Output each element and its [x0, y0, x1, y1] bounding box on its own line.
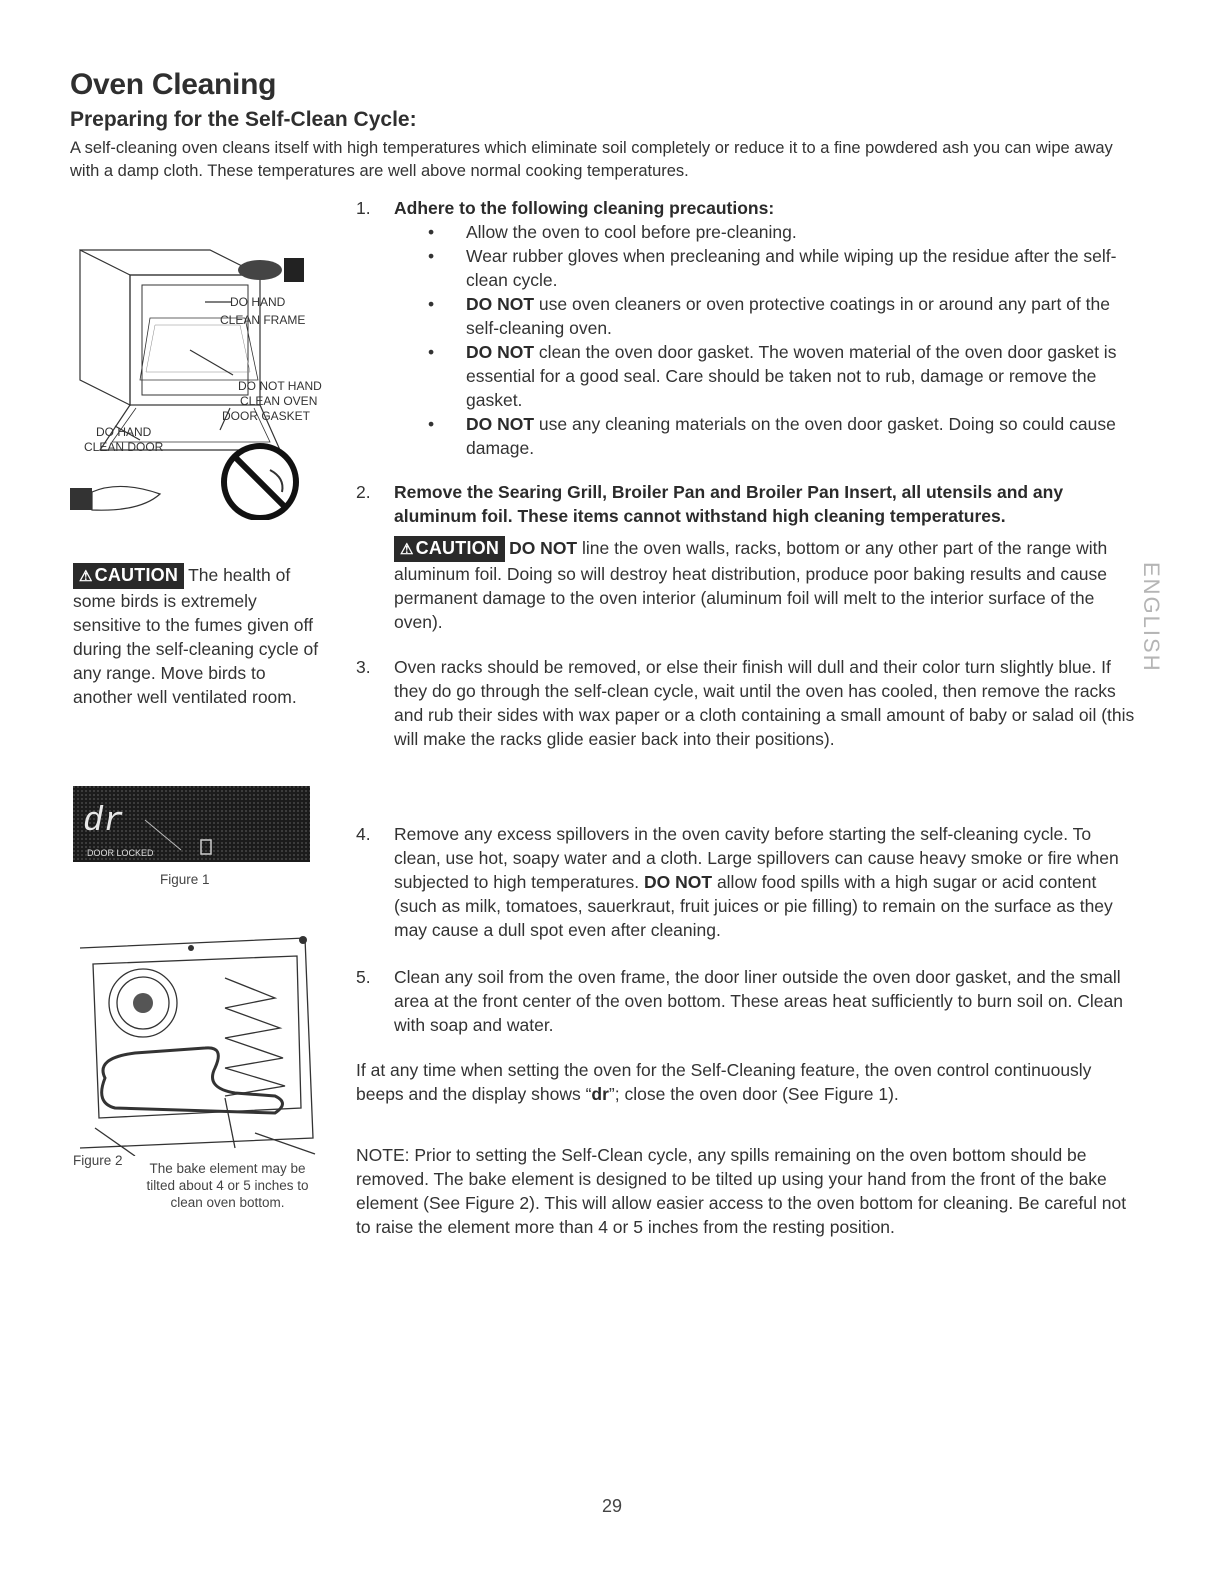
door-beep-note: If at any time when setting the oven for the Self-Cleaning feature, the oven control continuously beeps and the display shows “dr”; close the oven door (See Figure 1). [356, 1060, 1092, 1104]
figure-2-bake-element [75, 928, 317, 1156]
page-number: 29 [601, 1496, 623, 1516]
label-gasket-1: DO NOT HAND [238, 379, 322, 393]
caution-badge: ⚠ CAUTION [394, 536, 505, 562]
step-2-lead: Remove the Searing Grill, Broiler Pan and Broiler Pan Insert, all utensils and any aluminum foil. These items cannot withstand high cleaning temperatures. [394, 482, 1064, 526]
precaution-item: • Wear rubber gloves when precleaning and while wiping up the residue after the self-clean cycle. [426, 244, 1136, 292]
precaution-item: • DO NOT use oven cleaners or oven protective coatings in or around any part of the self-cleaning oven. [426, 292, 1136, 340]
warning-triangle-icon: ⚠ [79, 568, 93, 585]
step-1-lead: Adhere to the following cleaning precautions: [394, 198, 775, 218]
precaution-list [426, 220, 1136, 460]
caution-badge: ⚠ CAUTION [73, 563, 184, 589]
step-number: 4. [356, 824, 371, 844]
label-do-hand-frame-2: CLEAN FRAME [220, 313, 306, 327]
warning-triangle-icon: ⚠ [400, 541, 414, 558]
precaution-item: • Allow the oven to cool before pre-cleaning. [426, 220, 1136, 244]
bird-caution-note [73, 563, 323, 709]
label-gasket-2: CLEAN OVEN [240, 394, 318, 408]
step-number: 2. [356, 482, 371, 502]
display-readout: dr [83, 803, 124, 841]
section-subtitle: Preparing for the Self-Clean Cycle: [70, 108, 417, 131]
gloved-hand-icon [70, 486, 160, 510]
step-number: 1. [356, 198, 371, 218]
step-number: 3. [356, 657, 371, 677]
page-title: Oven Cleaning [70, 68, 277, 101]
foil-caution: ⚠ CAUTION DO NOT line the oven walls, racks, bottom or any other part of the range with aluminum foil. Doing so will destroy heat distribution, produce poor baking results and cause permanent damage to the oven interior (aluminum foil will melt to the interior surface of the oven). [394, 538, 1108, 632]
language-side-tab: ENGLISH [1139, 562, 1164, 673]
precaution-item: • DO NOT clean the oven door gasket. The woven material of the oven door gasket is essential for a good seal. Care should be taken not to rub, damage or remove the gasket. [426, 340, 1136, 412]
step-5-text: Clean any soil from the oven frame, the door liner outside the oven door gasket, and the small area at the front center of the oven bottom. These areas heat sufficiently to burn soil on. Clean with soap and water. [394, 967, 1123, 1035]
figure-1-display [73, 786, 310, 862]
step-3 [356, 655, 1136, 751]
precaution-item: • DO NOT use any cleaning materials on the oven door gasket. Doing so could cause damage. [426, 412, 1136, 460]
figure-1-caption: Figure 1 [160, 872, 210, 887]
oven-cleaning-areas-figure [70, 230, 350, 520]
label-gasket-3: DOOR GASKET [222, 409, 311, 423]
figure-2-caption: The bake element may be tilted about 4 or 5 inches to clean oven bottom. [146, 1161, 309, 1210]
figure-2-label: Figure 2 [73, 1153, 123, 1168]
step-number: 5. [356, 967, 371, 987]
label-do-hand-frame-1: DO HAND [230, 295, 286, 309]
step-4 [356, 822, 1136, 942]
bird-caution-text: The health of some birds is extremely sensitive to the fumes given off during the self-cleaning cycle of any range. Move birds to another well ventilated room. [73, 565, 319, 707]
label-do-hand-door-2: CLEAN DOOR [84, 440, 164, 454]
step-4-text: Remove any excess spillovers in the oven cavity before starting the self-cleaning cycle. To clean, use hot, soapy water and a cloth. Large spillovers can cause heavy smoke or fire when subjected to high temperatures. DO NOT allow food spills with a high sugar or acid content (such as milk, tomatoes, sauerkraut, fruit juices or pie filling) to remain on the surface as they may cause a dull spot even after cleaning. [394, 824, 1119, 940]
step-2 [356, 480, 1136, 634]
oven-side-panel [80, 250, 130, 405]
step-3-text: Oven racks should be removed, or else their finish will dull and their color turn slightly blue. If they do go through the self-clean cycle, wait until the oven has cooled, then remove the racks and rub their sides with wax paper or a cloth containing a small amount of baby or salad oil (this will make the racks glide easier back into their positions). [394, 657, 1135, 749]
label-do-hand-door-1: DO HAND [96, 425, 152, 439]
step-1 [356, 196, 1136, 460]
bake-element-note: NOTE: Prior to setting the Self-Clean cycle, any spills remaining on the oven bottom should be removed. The bake element is designed to be tilted up using your hand from the front of the bake element (See Figure 2). This will allow easier access to the oven bottom for cleaning. Be careful not to raise the element more than 4 or 5 inches from the resting position. [356, 1145, 1127, 1237]
hand-sponge-icon [238, 258, 304, 282]
bake-element [102, 1048, 283, 1113]
door-locked-indicator: DOOR LOCKED [87, 848, 154, 858]
fan-hub [133, 993, 153, 1013]
prohibited-icon [224, 446, 296, 518]
intro-paragraph: A self-cleaning oven cleans itself with high temperatures which eliminate soil completely or reduce it to a fine powdered ash you can wipe away with a damp cloth. These temperatures are well above normal cooking temperatures. [70, 139, 1113, 180]
step-5 [356, 965, 1136, 1037]
